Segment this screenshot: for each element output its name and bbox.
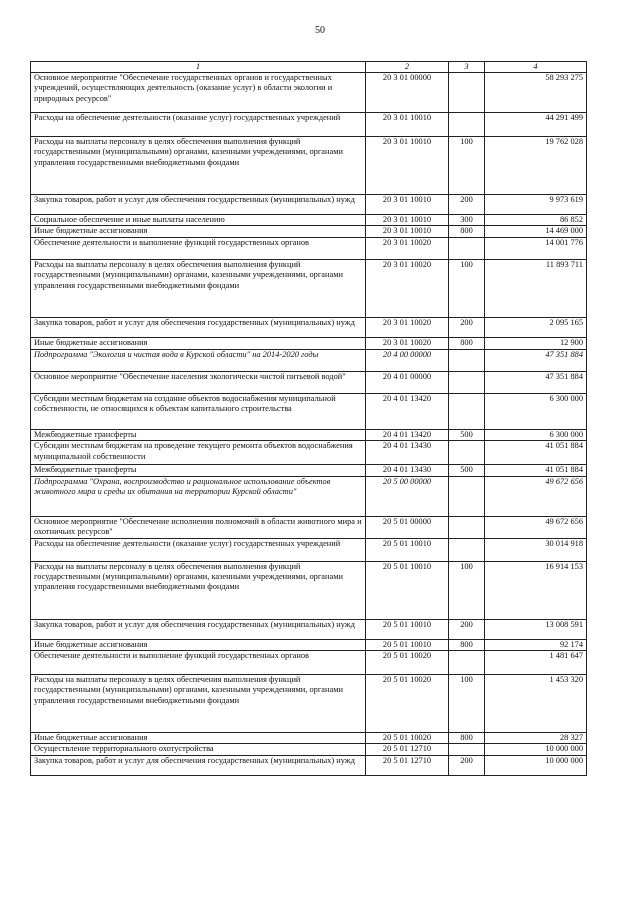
amount-cell: 30 014 918 xyxy=(485,538,587,561)
code-cell: 20 5 01 10010 xyxy=(366,619,449,639)
table-row xyxy=(31,237,587,259)
expense-type-cell: 500 xyxy=(449,429,485,440)
name-cell: Расходы на выплаты персоналу в целях обеспечения выполнения функций государственными (муниципальными) органами, казенными учреждениями, органами управления государственными внебюджетными фондами xyxy=(31,561,366,619)
table-row xyxy=(31,476,587,516)
code-cell: 20 5 01 10020 xyxy=(366,733,449,744)
amount-cell: 16 914 153 xyxy=(485,561,587,619)
code-cell: 20 5 01 10020 xyxy=(366,675,449,733)
amount-cell: 47 351 884 xyxy=(485,371,587,393)
name-cell: Субсидии местным бюджетам на проведение текущего ремонта объектов водоснабжения муниципальной собственности xyxy=(31,441,366,465)
name-cell: Закупка товаров, работ и услуг для обеспечения государственных (муниципальных) нужд xyxy=(31,755,366,775)
table-row xyxy=(31,226,587,237)
expense-type-cell: 100 xyxy=(449,259,485,317)
code-cell: 20 4 01 13420 xyxy=(366,393,449,429)
amount-cell: 1 481 647 xyxy=(485,651,587,675)
amount-cell: 10 000 000 xyxy=(485,755,587,775)
expense-type-cell: 200 xyxy=(449,619,485,639)
table-row xyxy=(31,113,587,137)
table-row xyxy=(31,73,587,113)
name-cell: Обеспечение деятельности и выполнение функций государственных органов xyxy=(31,237,366,259)
expense-type-cell: 800 xyxy=(449,337,485,349)
expense-type-cell: 200 xyxy=(449,755,485,775)
amount-cell: 2 095 165 xyxy=(485,317,587,337)
table-row xyxy=(31,651,587,675)
table-row xyxy=(31,349,587,371)
name-cell: Межбюджетные трансферты xyxy=(31,465,366,476)
code-cell: 20 5 01 10010 xyxy=(366,561,449,619)
code-cell: 20 4 01 13430 xyxy=(366,441,449,465)
expense-type-cell xyxy=(449,393,485,429)
amount-cell: 19 762 028 xyxy=(485,137,587,195)
amount-cell: 28 327 xyxy=(485,733,587,744)
name-cell: Иные бюджетные ассигнования xyxy=(31,639,366,650)
name-cell: Иные бюджетные ассигнования xyxy=(31,733,366,744)
code-cell: 20 3 01 10010 xyxy=(366,137,449,195)
column-header-amount: 4 xyxy=(485,62,587,73)
expense-type-cell xyxy=(449,744,485,755)
table-row xyxy=(31,733,587,744)
code-cell: 20 5 01 12710 xyxy=(366,744,449,755)
amount-cell: 6 300 000 xyxy=(485,429,587,440)
column-header-expense-type: 3 xyxy=(449,62,485,73)
expense-type-cell: 100 xyxy=(449,137,485,195)
code-cell: 20 4 00 00000 xyxy=(366,349,449,371)
name-cell: Основное мероприятие "Обеспечение населения экологически чистой питьевой водой" xyxy=(31,371,366,393)
name-cell: Расходы на выплаты персоналу в целях обеспечения выполнения функций государственными (муниципальными) органами, казенными учреждениями, органами управления государственными внебюджетными фондами xyxy=(31,259,366,317)
expense-type-cell: 300 xyxy=(449,215,485,226)
amount-cell: 41 051 884 xyxy=(485,441,587,465)
expense-type-cell xyxy=(449,651,485,675)
amount-cell: 13 008 591 xyxy=(485,619,587,639)
code-cell: 20 5 01 00000 xyxy=(366,516,449,538)
code-cell: 20 5 01 10010 xyxy=(366,639,449,650)
amount-cell: 11 893 711 xyxy=(485,259,587,317)
code-cell: 20 3 01 10020 xyxy=(366,259,449,317)
table-row xyxy=(31,538,587,561)
amount-cell: 44 291 499 xyxy=(485,113,587,137)
column-header-name: 1 xyxy=(31,62,366,73)
code-cell: 20 3 01 10010 xyxy=(366,113,449,137)
name-cell: Расходы на выплаты персоналу в целях обеспечения выполнения функций государственными (муниципальными) органами, казенными учреждениями, органами управления государственными внебюджетными фондами xyxy=(31,137,366,195)
code-cell: 20 4 01 13420 xyxy=(366,429,449,440)
code-cell: 20 5 00 00000 xyxy=(366,476,449,516)
name-cell: Основное мероприятие "Обеспечение государственных органов и государственных учреждений, осуществляющих деятельность (оказание услуг) в области экологии и природных ресурсов" xyxy=(31,73,366,113)
code-cell: 20 3 01 10010 xyxy=(366,195,449,215)
budget-table xyxy=(30,61,587,776)
table-row xyxy=(31,619,587,639)
table-row xyxy=(31,755,587,775)
amount-cell: 58 293 275 xyxy=(485,73,587,113)
table-body xyxy=(31,73,587,776)
code-cell: 20 3 01 10020 xyxy=(366,337,449,349)
name-cell: Подпрограмма "Экология и чистая вода в Курской области" на 2014-2020 годы xyxy=(31,349,366,371)
name-cell: Обеспечение деятельности и выполнение функций государственных органов xyxy=(31,651,366,675)
table-row xyxy=(31,195,587,215)
name-cell: Основное мероприятие "Обеспечение исполнения полномочий в области животного мира и охотничьих ресурсов" xyxy=(31,516,366,538)
expense-type-cell xyxy=(449,349,485,371)
expense-type-cell xyxy=(449,237,485,259)
column-header-code: 2 xyxy=(366,62,449,73)
code-cell: 20 3 01 10010 xyxy=(366,215,449,226)
table-row xyxy=(31,215,587,226)
amount-cell: 12 900 xyxy=(485,337,587,349)
table-row xyxy=(31,441,587,465)
table-row xyxy=(31,393,587,429)
expense-type-cell xyxy=(449,113,485,137)
header-row xyxy=(31,62,587,73)
amount-cell: 49 672 656 xyxy=(485,516,587,538)
table-row xyxy=(31,259,587,317)
name-cell: Осуществление территориального охотустройства xyxy=(31,744,366,755)
table-row xyxy=(31,744,587,755)
expense-type-cell: 500 xyxy=(449,465,485,476)
expense-type-cell xyxy=(449,371,485,393)
name-cell: Расходы на обеспечение деятельности (оказание услуг) государственных учреждений xyxy=(31,113,366,137)
name-cell: Иные бюджетные ассигнования xyxy=(31,226,366,237)
code-cell: 20 3 01 10020 xyxy=(366,237,449,259)
amount-cell: 92 174 xyxy=(485,639,587,650)
amount-cell: 47 351 884 xyxy=(485,349,587,371)
code-cell: 20 4 01 13430 xyxy=(366,465,449,476)
amount-cell: 49 672 656 xyxy=(485,476,587,516)
expense-type-cell: 200 xyxy=(449,317,485,337)
page-number: 50 xyxy=(315,25,325,36)
expense-type-cell: 800 xyxy=(449,639,485,650)
expense-type-cell: 800 xyxy=(449,226,485,237)
expense-type-cell: 200 xyxy=(449,195,485,215)
table-row xyxy=(31,639,587,650)
table-row xyxy=(31,337,587,349)
expense-type-cell xyxy=(449,538,485,561)
code-cell: 20 5 01 10010 xyxy=(366,538,449,561)
code-cell: 20 4 01 00000 xyxy=(366,371,449,393)
name-cell: Расходы на выплаты персоналу в целях обеспечения выполнения функций государственными (муниципальными) органами, казенными учреждениями, органами управления государственными внебюджетными фондами xyxy=(31,675,366,733)
amount-cell: 10 000 000 xyxy=(485,744,587,755)
amount-cell: 14 469 000 xyxy=(485,226,587,237)
amount-cell: 9 973 619 xyxy=(485,195,587,215)
name-cell: Иные бюджетные ассигнования xyxy=(31,337,366,349)
code-cell: 20 5 01 10020 xyxy=(366,651,449,675)
code-cell: 20 5 01 12710 xyxy=(366,755,449,775)
expense-type-cell xyxy=(449,73,485,113)
amount-cell: 6 300 000 xyxy=(485,393,587,429)
name-cell: Социальное обеспечение и иные выплаты населению xyxy=(31,215,366,226)
expense-type-cell: 100 xyxy=(449,561,485,619)
table-row xyxy=(31,429,587,440)
expense-type-cell: 800 xyxy=(449,733,485,744)
name-cell: Закупка товаров, работ и услуг для обеспечения государственных (муниципальных) нужд xyxy=(31,619,366,639)
expense-type-cell xyxy=(449,441,485,465)
name-cell: Субсидии местным бюджетам на создание объектов водоснабжения муниципальной собственности, не относящихся к объектам капитального строительства xyxy=(31,393,366,429)
amount-cell: 14 001 776 xyxy=(485,237,587,259)
name-cell: Расходы на обеспечение деятельности (оказание услуг) государственных учреждений xyxy=(31,538,366,561)
name-cell: Закупка товаров, работ и услуг для обеспечения государственных (муниципальных) нужд xyxy=(31,317,366,337)
table-row xyxy=(31,465,587,476)
amount-cell: 41 051 884 xyxy=(485,465,587,476)
table-row xyxy=(31,317,587,337)
table-row xyxy=(31,675,587,733)
name-cell: Закупка товаров, работ и услуг для обеспечения государственных (муниципальных) нужд xyxy=(31,195,366,215)
expense-type-cell xyxy=(449,476,485,516)
name-cell: Межбюджетные трансферты xyxy=(31,429,366,440)
amount-cell: 86 852 xyxy=(485,215,587,226)
code-cell: 20 3 01 00000 xyxy=(366,73,449,113)
name-cell: Подпрограмма "Охрана, воспроизводство и рациональное использование объектов животного мира и среды их обитания на территории Курской области" xyxy=(31,476,366,516)
expense-type-cell: 100 xyxy=(449,675,485,733)
table-row xyxy=(31,137,587,195)
table-row xyxy=(31,371,587,393)
code-cell: 20 3 01 10010 xyxy=(366,226,449,237)
expense-type-cell xyxy=(449,516,485,538)
code-cell: 20 3 01 10020 xyxy=(366,317,449,337)
table-row xyxy=(31,561,587,619)
amount-cell: 1 453 320 xyxy=(485,675,587,733)
table-row xyxy=(31,516,587,538)
